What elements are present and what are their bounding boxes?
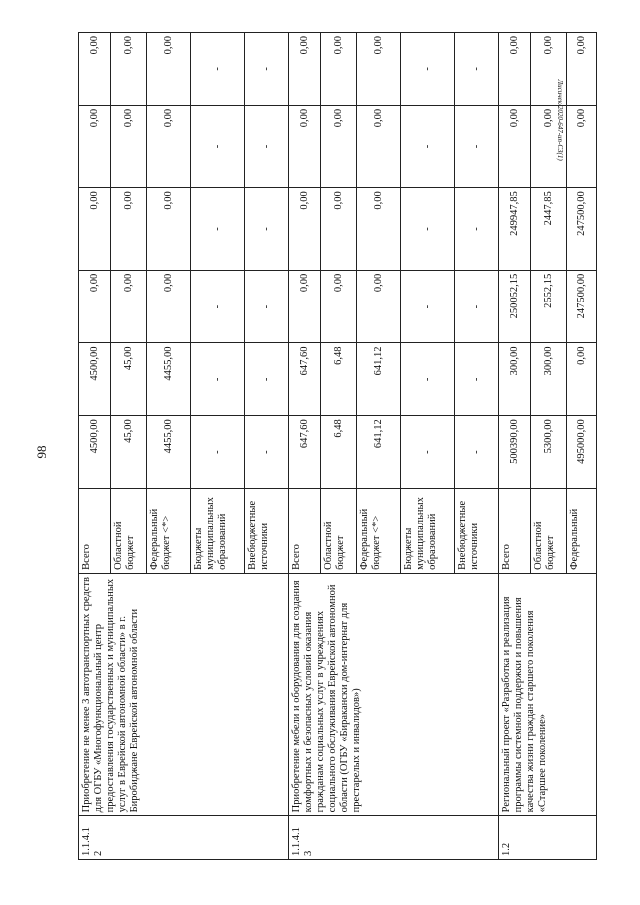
table-row <box>289 33 321 860</box>
amount-cell: 0,00 <box>567 343 597 416</box>
table-body <box>79 33 597 860</box>
amount-cell: - <box>245 343 289 416</box>
amount-cell: - <box>245 188 289 270</box>
table-row <box>499 33 531 860</box>
amount-cell: 0,00 <box>357 188 401 270</box>
amount-cell: 647,60 <box>289 416 321 489</box>
funding-source: Внебюджетные источники <box>455 488 499 573</box>
amount-cell: 641,12 <box>357 416 401 489</box>
amount-cell: - <box>401 33 455 106</box>
table-row <box>79 33 111 860</box>
amount-cell: 0,00 <box>147 270 191 343</box>
page-number: 98 <box>34 445 49 459</box>
section-code: 1.2 <box>499 816 597 860</box>
amount-cell: 6,48 <box>321 416 357 489</box>
amount-cell: 0,00 <box>321 33 357 106</box>
section-code: 1.1.4.1 2 <box>79 816 289 860</box>
amount-cell: 0,00 <box>111 188 147 270</box>
amount-cell: 0,00 <box>531 105 567 187</box>
amount-cell: 495000,00 <box>567 416 597 489</box>
amount-cell: 4455,00 <box>147 343 191 416</box>
amount-cell: 0,00 <box>321 270 357 343</box>
amount-cell: 0,00 <box>499 33 531 106</box>
section-title: Региональный проект «Разработка и реализация программы системной поддержки и повышения качества жизни граждан старшего поколения «Старшее поколение» <box>499 573 597 816</box>
amount-cell: - <box>401 416 455 489</box>
amount-cell: - <box>245 416 289 489</box>
amount-cell: 4455,00 <box>147 416 191 489</box>
amount-cell: 6,48 <box>321 343 357 416</box>
amount-cell: 0,00 <box>111 33 147 106</box>
amount-cell: 4500,00 <box>79 416 111 489</box>
amount-cell: - <box>455 416 499 489</box>
amount-cell: - <box>401 105 455 187</box>
amount-cell: 0,00 <box>79 270 111 343</box>
amount-cell: 0,00 <box>111 270 147 343</box>
amount-cell: - <box>455 105 499 187</box>
amount-cell: 2552,15 <box>531 270 567 343</box>
amount-cell: 0,00 <box>147 33 191 106</box>
amount-cell: 0,00 <box>79 105 111 187</box>
amount-cell: 500390,00 <box>499 416 531 489</box>
amount-cell: 647,60 <box>289 343 321 416</box>
amount-cell: 249947,85 <box>499 188 531 270</box>
document-code: Лисичек/2020-647-ип-СЗ(1) <box>556 79 564 161</box>
amount-cell: 247500,00 <box>567 270 597 343</box>
amount-cell: 5300,00 <box>531 416 567 489</box>
amount-cell: 0,00 <box>289 270 321 343</box>
amount-cell: 0,00 <box>111 105 147 187</box>
section-code: 1.1.4.1 3 <box>289 816 499 860</box>
section-title: Приобретение мебели и оборудования для создания комфортных и безопасных условий оказания гражданам социальных услуг в учреждениях социального обслуживания Еврейской автономной области (ОГБУ «Биракански дом-интернат для престарелых и инвалидов») <box>289 573 499 816</box>
amount-cell: - <box>401 270 455 343</box>
amount-cell: - <box>245 105 289 187</box>
amount-cell: 0,00 <box>357 270 401 343</box>
amount-cell: - <box>191 270 245 343</box>
amount-cell: 641,12 <box>357 343 401 416</box>
funding-source: Всего <box>79 488 111 573</box>
amount-cell: 4500,00 <box>79 343 111 416</box>
amount-cell: 0,00 <box>357 105 401 187</box>
amount-cell: 0,00 <box>321 105 357 187</box>
funding-source: Федеральный бюджет <*> <box>357 488 401 573</box>
funding-source: Всего <box>499 488 531 573</box>
amount-cell: - <box>191 33 245 106</box>
funding-source: Внебюджетные источники <box>245 488 289 573</box>
amount-cell: - <box>245 270 289 343</box>
funding-source: Федеральный <box>567 488 597 573</box>
amount-cell: - <box>455 33 499 106</box>
amount-cell: 0,00 <box>567 33 597 106</box>
funding-source: Всего <box>289 488 321 573</box>
amount-cell: - <box>455 270 499 343</box>
funding-source: Федеральный бюджет <*> <box>147 488 191 573</box>
amount-cell: 0,00 <box>499 105 531 187</box>
section-title: Приобретение не менее 3 автотранспортных средств для ОГБУ «Многофункциональный центр предоставления государственных и муниципальных услуг в Еврейской автономной области» в г. Биробиджане Еврейской автономной области <box>79 573 289 816</box>
amount-cell: 0,00 <box>79 188 111 270</box>
amount-cell: 0,00 <box>321 188 357 270</box>
amount-cell: 0,00 <box>357 33 401 106</box>
amount-cell: 0,00 <box>289 188 321 270</box>
amount-cell: - <box>455 343 499 416</box>
amount-cell: 0,00 <box>79 33 111 106</box>
amount-cell: 45,00 <box>111 343 147 416</box>
amount-cell: 247500,00 <box>567 188 597 270</box>
amount-cell: - <box>191 416 245 489</box>
amount-cell: 0,00 <box>289 105 321 187</box>
amount-cell: - <box>191 343 245 416</box>
amount-cell: 0,00 <box>147 105 191 187</box>
funding-source: Областной бюджет <box>321 488 357 573</box>
amount-cell: 45,00 <box>111 416 147 489</box>
amount-cell: - <box>401 188 455 270</box>
amount-cell: 0,00 <box>531 33 567 106</box>
amount-cell: - <box>401 343 455 416</box>
amount-cell: 0,00 <box>567 105 597 187</box>
amount-cell: 250052,15 <box>499 270 531 343</box>
amount-cell: 0,00 <box>147 188 191 270</box>
budget-table <box>78 32 597 860</box>
amount-cell: - <box>455 188 499 270</box>
amount-cell: - <box>245 33 289 106</box>
amount-cell: 300,00 <box>531 343 567 416</box>
funding-source: Областной бюджет <box>111 488 147 573</box>
funding-source: Бюджеты муниципальных образований <box>191 488 245 573</box>
funding-source: Областной бюджет <box>531 488 567 573</box>
funding-source: Бюджеты муниципальных образований <box>401 488 455 573</box>
amount-cell: 0,00 <box>289 33 321 106</box>
amount-cell: - <box>191 105 245 187</box>
amount-cell: 300,00 <box>499 343 531 416</box>
amount-cell: 2447,85 <box>531 188 567 270</box>
amount-cell: - <box>191 188 245 270</box>
